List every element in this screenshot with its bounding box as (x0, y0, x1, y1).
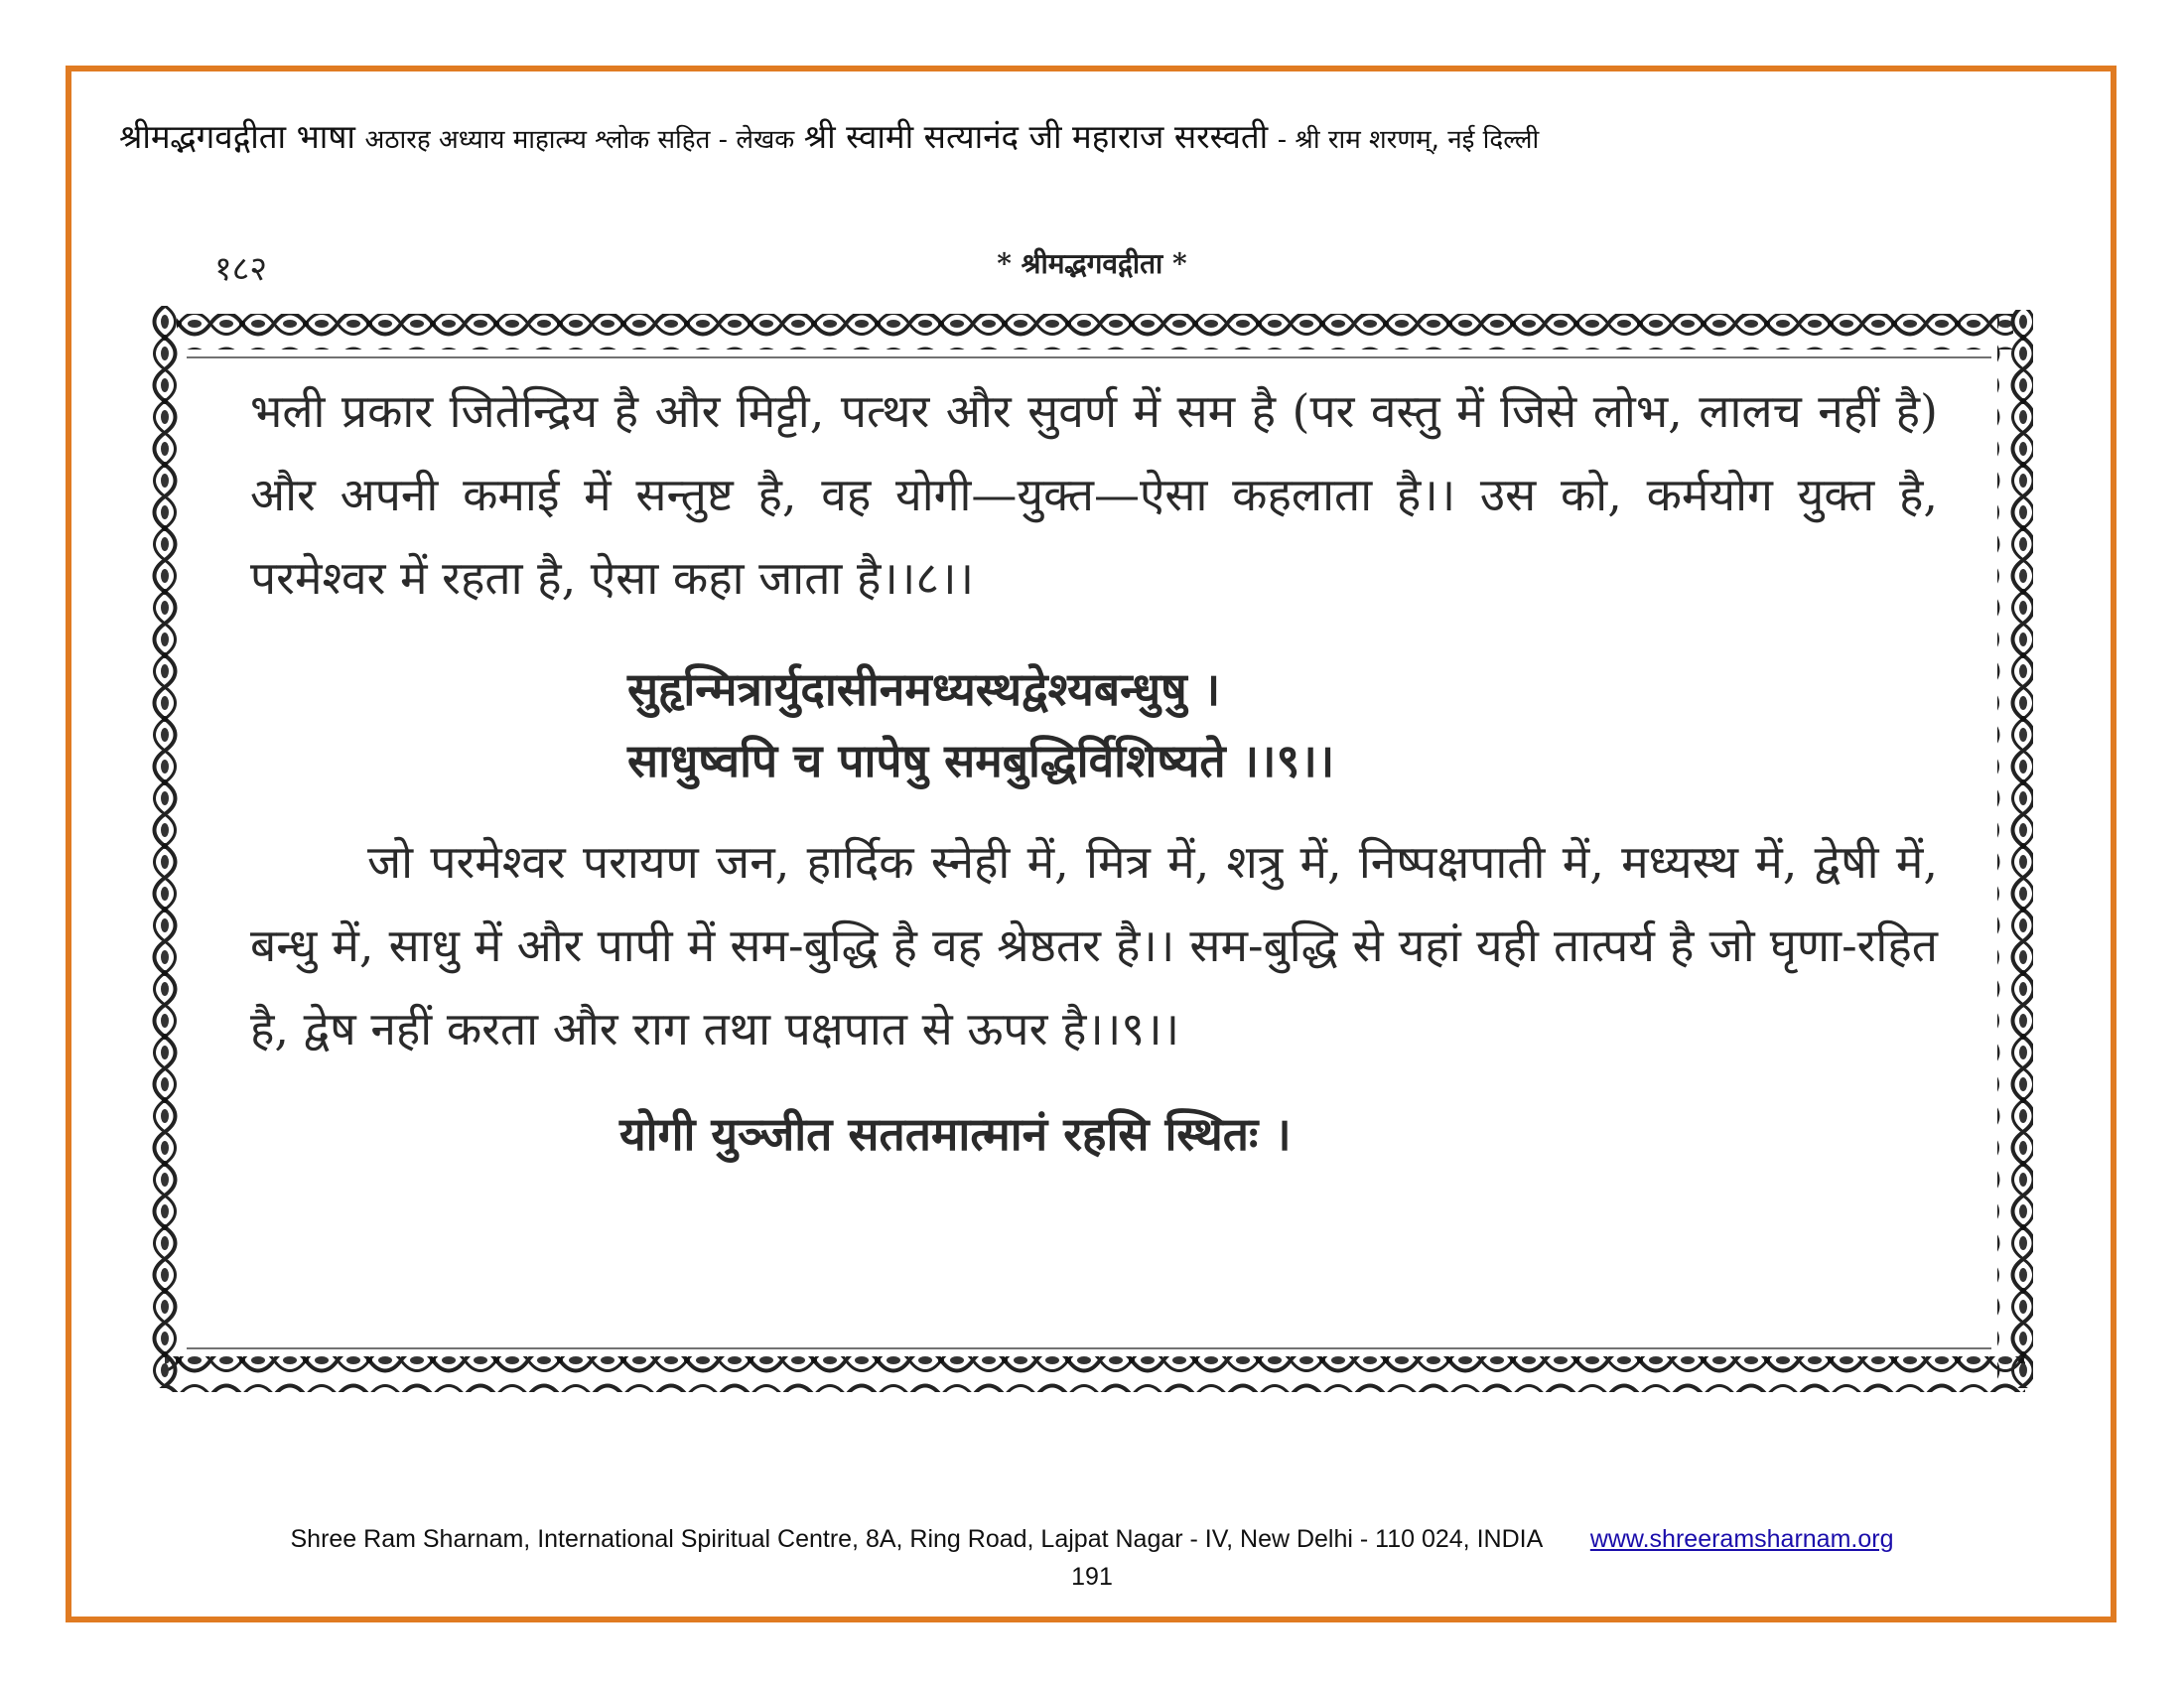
sanskrit-verse-10 (619, 1098, 1938, 1170)
verse-line: सुहृन्मित्रार्युदासीनमध्यस्थद्वेश्यबन्धुषु । (627, 662, 1221, 716)
commentary-paragraph-9: जो परमेश्वर परायण जन, हार्दिक स्नेही में, मित्र में, शत्रु में, निष्पक्षपाती में, मध्यस्थ में, द्वेषी में, बन्धु में, साधु में और पापी में सम-बुद्धि है वह श्रेष्ठतर है।। सम-बुद्धि से यहां यही तात्पर्य है जो घृणा-रहित है, द्वेष नहीं करता और राग तथा पक्षपात से ऊपर है।।९।। (250, 835, 1938, 1055)
verse-line: साधुष्वपि च पापेषु समबुद्धिर्विशिष्यते ।।९।। (627, 734, 1335, 787)
page-content (250, 369, 1938, 1170)
sanskrit-verse-9 (627, 653, 1938, 796)
scan-running-title: * श्रीमद्भगवद्गीता * (997, 247, 1187, 280)
page-header (119, 113, 2065, 158)
header-subtitle: अठारह अध्याय माहात्म्य श्लोक सहित - लेखक (364, 125, 795, 155)
footer-page-number: 191 (1071, 1563, 1113, 1591)
header-author: श्री स्वामी सत्यानंद जी महाराज सरस्वती (803, 117, 1269, 156)
footer-website-link[interactable]: www.shreeramsharnam.org (1589, 1525, 1894, 1553)
commentary-paragraph-8: भली प्रकार जितेन्द्रिय है और मिट्टी, पत्थर और सुवर्ण में सम है (पर वस्तु में जिसे लोभ, लालच नहीं है) और अपनी कमाई में सन्तुष्ट है, वह योगी—युक्त—ऐसा कहलाता है।। उस को, कर्मयोग युक्त है, परमेश्वर में रहता है, ऐसा कहा जाता है।।८।। (250, 384, 1938, 605)
footer-address: Shree Ram Sharnam, International Spiritual Centre, 8A, Ring Road, Lajpat Nagar - IV, New Delhi - 110 024, INDIA (290, 1525, 1542, 1553)
scan-page-number: १८२ (214, 249, 268, 289)
header-publisher: - श्री राम शरणम्, नई दिल्ली (1277, 125, 1540, 155)
verse-line: योगी युञ्जीत सततमात्मानं रहसि स्थितः । (619, 1107, 1292, 1161)
header-book-title: श्रीमद्भगवद्गीता भाषा (119, 117, 355, 156)
page-footer (0, 1525, 2184, 1554)
